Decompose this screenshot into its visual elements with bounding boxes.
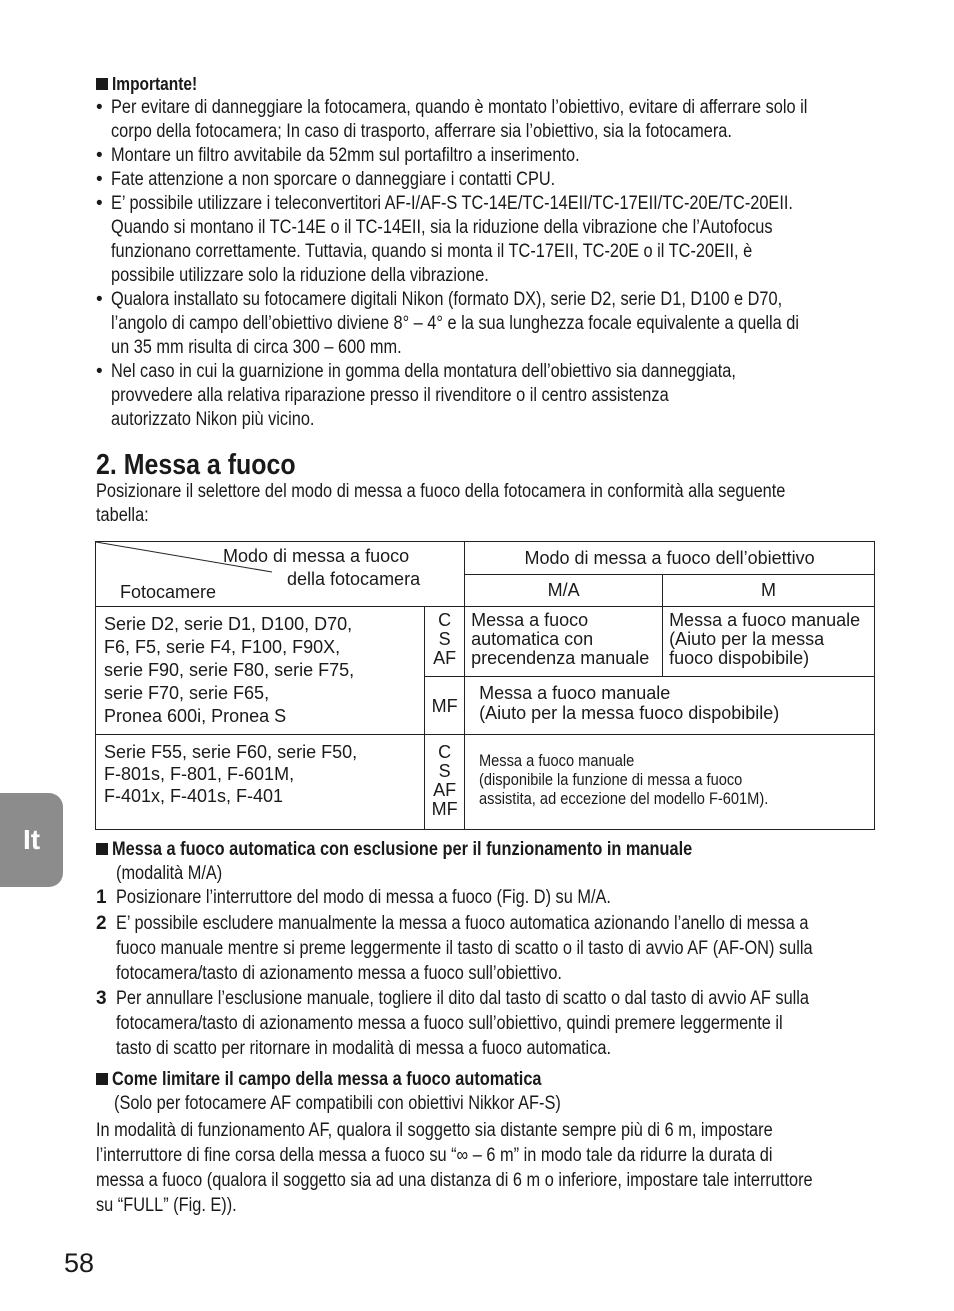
- corner-top-label: Modo di messa a fuoco: [223, 546, 410, 566]
- camera-group-1: Serie D2, serie D1, D100, D70, F6, F5, serie F4, F100, F90X, serie F90, serie F80, serie F75, serie F70, serie F65, Pronea 600i, Pronea S: [96, 607, 425, 735]
- focus-mode-table: [95, 541, 875, 830]
- cell-m-manual: Messa a fuoco manuale (Aiuto per la messa fuoco dispobibile): [663, 607, 875, 677]
- bullet-item: • Nel caso in cui la guarnizione in gomma della montatura dell’obiettivo sia danneggiata, provvedere alla relativa riparazione presso il rivenditore o il centro assistenza autorizzato Nikon più vicino.: [96, 361, 736, 430]
- column-header-m: M: [663, 574, 875, 607]
- section-intro: Posizionare il selettore del modo di messa a fuoco della fotocamera in conformità alla seguente tabella:: [96, 481, 786, 526]
- cell-mf-manual: Messa a fuoco manuale (Aiuto per la messa fuoco dispobibile): [465, 677, 875, 735]
- camera-mode-csafmf: C S AF MF: [425, 735, 465, 830]
- square-bullet-icon: [96, 1073, 108, 1085]
- table-corner-cell: [96, 542, 465, 607]
- camera-mode-mf: MF: [425, 677, 465, 735]
- corner-bottom-label: Fotocamere: [120, 582, 217, 602]
- important-heading: Importante!: [96, 72, 896, 96]
- section-title: 2. Messa a fuoco: [96, 449, 296, 481]
- corner-top-label-2: della fotocamera: [287, 569, 421, 589]
- bullet-icon: •: [96, 193, 103, 214]
- camera-group-2: Serie F55, serie F60, serie F50, F-801s, F-801, F-601M, F-401x, F-401s, F-401: [96, 735, 425, 830]
- bullet-item: • Per evitare di danneggiare la fotocamera, quando è montato l’obiettivo, evitare di afferrare solo il corpo della fotocamera; In caso di trasporto, afferrare sia l’obiettivo, sia la fotocamera.: [96, 97, 808, 142]
- language-tab: It: [0, 793, 63, 887]
- bullet-icon: •: [96, 289, 103, 310]
- bullet-item: • Montare un filtro avvitabile da 52mm sul portafiltro a inserimento.: [96, 145, 580, 166]
- range-body: In modalità di funzionamento AF, qualora il soggetto sia distante sempre più di 6 m, impostare l’interruttore di fine corsa della messa a fuoco su “∞ – 6 m” in modo tale da ridurre la durata di messa a fuoco (qualora il soggetto sia ad una distanza di 6 m o inferiore, impostare tale interruttore su “FULL” (Fig. E)).: [96, 1120, 813, 1216]
- focus-limit-section: [96, 1068, 896, 1219]
- cell-manual-assist: Messa a fuoco manuale (disponibile la funzione di messa a fuoco assistita, ad eccezione del modello F-601M).: [465, 735, 875, 830]
- bullet-icon: •: [96, 145, 103, 166]
- step-item: 1 Posizionare l’interruttore del modo di messa a fuoco (Fig. D) su M/A.: [96, 887, 611, 908]
- range-subheading: (Solo per fotocamere AF compatibili con obiettivi Nikkor AF-S): [114, 1093, 561, 1114]
- camera-mode-csaf: C S AF: [425, 607, 465, 677]
- bullet-item: • E’ possibile utilizzare i teleconvertitori AF-I/AF-S TC-14E/TC-14EII/TC-17EII/TC-20E/TC-20EII. Quando si montano il TC-14E o il TC-14EII, sia la riduzione della vibrazione che l’Autofocus funzionano correttamente. Tuttavia, quando si monta il TC-17EII, TC-20E o il TC-20EII, è possibile utilizzare solo la riduzione della vibrazione.: [96, 193, 793, 286]
- mfa-subheading: (modalità M/A): [116, 863, 223, 884]
- page-number: 58: [64, 1248, 95, 1278]
- bullet-icon: •: [96, 97, 103, 118]
- range-heading: Come limitare il campo della messa a fuoco automatica: [96, 1068, 896, 1092]
- important-notes: [96, 72, 896, 432]
- bullet-item: • Qualora installato su fotocamere digitali Nikon (formato DX), serie D2, serie D1, D100 e D70, l’angolo di campo dell’obiettivo diviene 8° – 4° e la sua lunghezza focale equivalente a quella di un 35 mm risulta di circa 300 – 600 mm.: [96, 289, 800, 358]
- column-header-ma: M/A: [465, 574, 663, 607]
- square-bullet-icon: [96, 78, 108, 90]
- bullet-item: • Fate attenzione a non sporcare o danneggiare i contatti CPU.: [96, 169, 556, 190]
- step-item: 2 E’ possibile escludere manualmente la messa a fuoco automatica azionando l’anello di messa a fuoco manuale mentre si preme leggermente il tasto di scatto o il tasto di avvio AF (AF-ON) sulla fotocamera/tasto di azionamento messa a fuoco sull’obiettivo.: [96, 913, 813, 984]
- mfa-heading: Messa a fuoco automatica con esclusione per il funzionamento in manuale: [96, 838, 896, 862]
- lens-mode-header: Modo di messa a fuoco dell’obiettivo: [465, 542, 875, 575]
- square-bullet-icon: [96, 843, 108, 855]
- bullet-icon: •: [96, 169, 103, 190]
- bullet-icon: •: [96, 361, 103, 382]
- step-item: 3 Per annullare l’esclusione manuale, togliere il dito dal tasto di scatto o dal tasto di avvio AF sulla fotocamera/tasto di azionamento messa a fuoco sull’obiettivo, quindi premere leggermente il tasto di scatto per ritornare in modalità di messa a fuoco automatica.: [96, 988, 810, 1059]
- cell-ma-autofocus: Messa a fuoco automatica con precendenza manuale: [465, 607, 663, 677]
- manual-override-section: [96, 838, 896, 1062]
